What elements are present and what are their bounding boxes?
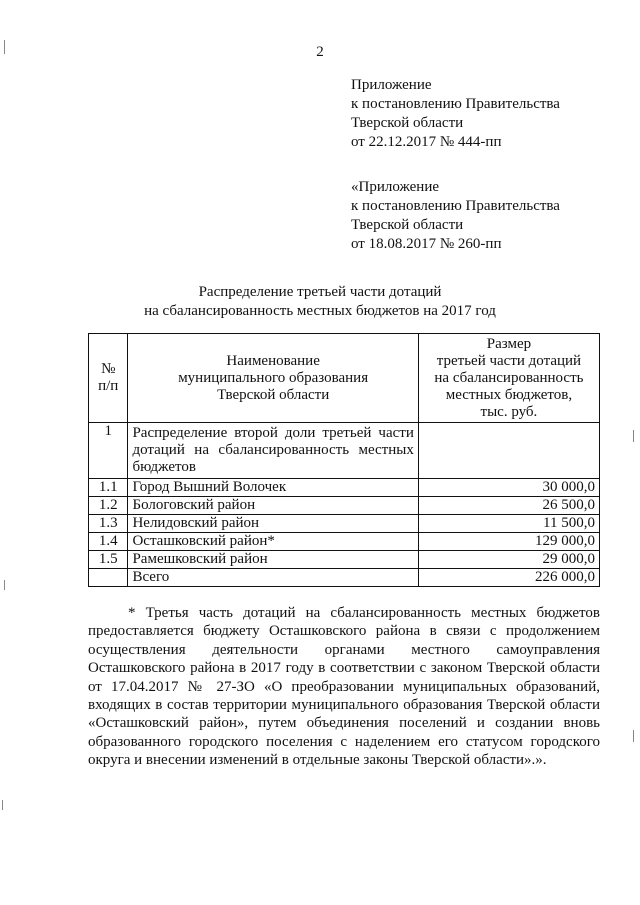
row-value: 29 000,0 <box>418 551 599 569</box>
title-line: на сбалансированность местных бюджетов на 2017 год <box>144 303 496 319</box>
scan-margin-mark <box>2 800 3 810</box>
page-number: 2 <box>316 44 324 60</box>
header-text: третьей части дотаций <box>436 352 582 369</box>
header-text: муниципального образования <box>178 369 369 386</box>
header-text: местных бюджетов, <box>445 386 573 403</box>
row-name: Город Вышний Волочек <box>128 479 418 497</box>
row-number: 1.3 <box>89 515 128 533</box>
header-text: на сбалансированность <box>434 369 584 386</box>
row-value <box>418 423 599 479</box>
header-text: Наименование <box>226 352 320 369</box>
row-name: Нелидовский район <box>128 515 418 533</box>
subsidy-table <box>88 333 600 587</box>
row-name-text: бюджетов <box>132 459 196 475</box>
row-name-text: Распределение второй доли третьей части дотаций на сбалансированность местных <box>132 425 414 458</box>
footnote: * Третья часть дотаций на сбалансированность местных бюджетов предоставляется бюджету Осташковского района в связи с продолжением осуществления деятельности органами местного самоуправления Осташковского района в 2017 году в соответствии с законом Тверской области от 17.04.2017 № 27-ЗО «О преобразовании муниципальных образований, входящих в состав территории муниципального образования Тверской области «Осташковский район», путем объединения поселений и создании вновь образованного городского поселения с наделением его статусом городского округа и внесении изменений в отдельные законы Тверской области».». <box>88 605 600 769</box>
appendix-line: Приложение <box>351 77 432 93</box>
header-text: тыс. руб. <box>480 403 538 420</box>
row-name <box>128 423 418 479</box>
row-value: 11 500,0 <box>418 515 599 533</box>
appendix-header-previous <box>351 178 560 254</box>
appendix-line: к постановлению Правительства <box>351 96 560 112</box>
table-row <box>89 533 600 551</box>
header-text: п/п <box>98 378 119 394</box>
document-title <box>0 283 640 321</box>
header-number <box>89 334 128 423</box>
row-name: Бологовский район <box>128 497 418 515</box>
row-value: 30 000,0 <box>418 479 599 497</box>
header-amount <box>418 334 599 423</box>
row-number <box>89 569 128 587</box>
table-row <box>89 479 600 497</box>
header-text: Размер <box>486 335 532 352</box>
header-text: № <box>101 361 116 377</box>
row-number: 1.4 <box>89 533 128 551</box>
row-name: Всего <box>128 569 418 587</box>
row-number: 1.1 <box>89 479 128 497</box>
table-row <box>89 551 600 569</box>
row-value: 226 000,0 <box>418 569 599 587</box>
table-row <box>89 515 600 533</box>
header-text: Тверской области <box>217 386 330 403</box>
row-value: 129 000,0 <box>418 533 599 551</box>
title-line: Распределение третьей части дотаций <box>198 284 442 300</box>
scan-margin-mark <box>633 430 634 442</box>
table-total-row <box>89 569 600 587</box>
scan-margin-mark <box>633 730 634 742</box>
table-header-row <box>89 334 600 423</box>
appendix-header-current <box>351 76 560 152</box>
row-number: 1 <box>89 423 128 479</box>
appendix-line: от 18.08.2017 № 260-пп <box>351 236 502 252</box>
appendix-line: от 22.12.2017 № 444-пп <box>351 134 502 150</box>
table-row <box>89 497 600 515</box>
row-value: 26 500,0 <box>418 497 599 515</box>
appendix-line: Тверской области <box>351 115 464 131</box>
header-name <box>128 334 418 423</box>
row-number: 1.2 <box>89 497 128 515</box>
scan-margin-mark <box>4 580 5 590</box>
row-number: 1.5 <box>89 551 128 569</box>
table-section-row <box>89 423 600 479</box>
appendix-line: «Приложение <box>351 179 440 195</box>
row-name: Осташковский район* <box>128 533 418 551</box>
appendix-line: Тверской области <box>351 217 464 233</box>
row-name: Рамешковский район <box>128 551 418 569</box>
appendix-line: к постановлению Правительства <box>351 198 560 214</box>
